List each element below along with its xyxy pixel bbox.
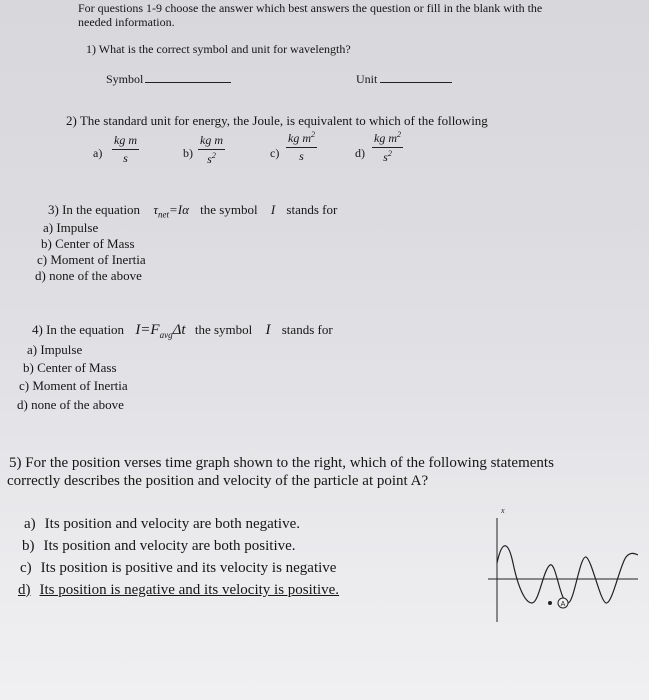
q2-option-d-fraction: $\frac{kg m^2}{s^2}$	[374, 130, 401, 164]
graph-point-label: A	[560, 601, 566, 608]
q4-option-d: d) none of the above	[17, 397, 124, 412]
q2-option-c-fraction: $\frac{kg m^2}{s}$	[288, 130, 315, 163]
q5-option-c: c) Its position is positive and its velocity is negative	[20, 560, 337, 576]
q2-option-b-fraction: $\frac{\text{kg m}}{s^2}$	[200, 133, 223, 166]
graph-curve	[497, 546, 638, 603]
q4-option-c: c) Moment of Inertia	[19, 378, 128, 393]
q3-option-d: d) none of the above	[35, 268, 142, 283]
q3-option-b: b) Center of Mass	[41, 236, 135, 251]
q2-option-a-fraction: $\frac{\text{kg m}}{s}$	[114, 133, 137, 165]
position-time-graph	[488, 505, 638, 625]
question-5-line-1: 5) For the position verses time graph shown to the right, which of the following statements	[9, 455, 554, 471]
q5-option-a: a) Its position and velocity are both negative.	[24, 516, 301, 532]
symbol-blank	[145, 81, 231, 83]
graph-axis-label: x	[501, 506, 505, 515]
q3-option-c: c) Moment of Inertia	[37, 252, 146, 267]
q5-option-d: d) Its position is negative and its velocity is positive.	[18, 582, 340, 598]
question-2-text: 2) The standard unit for energy, the Joule, is equivalent to which of the following	[66, 113, 488, 128]
q2-option-d-letter: d)	[355, 146, 365, 160]
graph-dot	[548, 601, 552, 605]
q5-option-b: b) Its position and velocity are both positive.	[22, 538, 296, 554]
q3-equation: $\tau_{net}=I\alpha$	[153, 202, 189, 220]
unit-blank	[380, 81, 452, 83]
q2-option-a-letter: a)	[93, 146, 103, 160]
question-5-line-2: correctly describes the position and velocity of the particle at point A?	[7, 473, 429, 489]
q4-equation: $I=F_{avg}\Delta t$	[135, 322, 186, 340]
q4-option-a: a) Impulse	[27, 342, 83, 357]
q2-option-c-letter: c)	[270, 146, 280, 160]
question-3-text: 3) In the equation $\tau_{net}=I\alpha$ the symbol I stands for	[48, 202, 338, 220]
instructions-line-2: needed information.	[78, 15, 175, 29]
question-4-text: 4) In the equation $I=F_{avg}\Delta t$ the symbol I stands for	[32, 322, 333, 340]
q4-option-b: b) Center of Mass	[23, 360, 117, 375]
instructions-line-1: For questions 1-9 choose the answer which best answers the question or fill in the blank with the	[78, 1, 543, 15]
question-1-text: 1) What is the correct symbol and unit for wavelength?	[86, 42, 351, 56]
q2-option-b-letter: b)	[183, 146, 193, 160]
symbol-label: Symbol	[106, 73, 231, 85]
unit-label: Unit	[356, 73, 452, 85]
q3-option-a: a) Impulse	[43, 220, 99, 235]
